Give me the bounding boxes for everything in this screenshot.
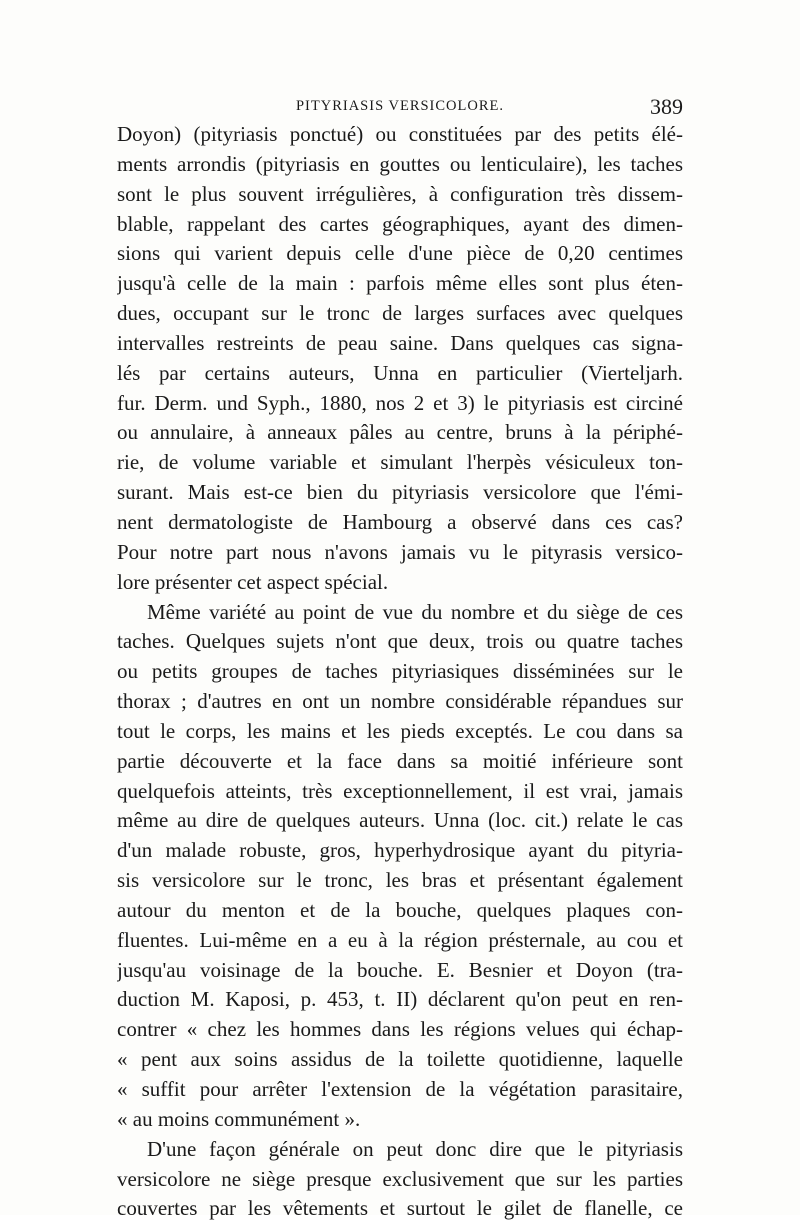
text-line: fluentes. Lui-même en a eu à la région présternale, au cou et	[117, 927, 683, 952]
text-line: duction M. Kaposi, p. 453, t. II) déclarent qu'on peut en ren-	[117, 987, 683, 1012]
text-line: quelquefois atteints, très exceptionnellement, il est vrai, jamais	[117, 778, 683, 803]
text-line: dues, occupant sur le tronc de larges surfaces avec quelques	[117, 301, 683, 326]
text-line: ments arrondis (pityriasis en gouttes ou lenticulaire), les taches	[117, 151, 683, 176]
page-number: 389	[650, 94, 683, 119]
text-line: sions qui varient depuis celle d'une pièce de 0,20 centimes	[117, 241, 683, 266]
text-line: rie, de volume variable et simulant l'herpès vésiculeux ton-	[117, 450, 683, 475]
text-line: fur. Derm. und Syph., 1880, nos 2 et 3) le pityriasis est circiné	[117, 390, 683, 415]
paragraph-end-line: lore présenter cet aspect spécial.	[117, 569, 389, 594]
running-title: PITYRIASIS VERSICOLORE.	[295, 98, 505, 114]
text-line: taches. Quelques sujets n'ont que deux, trois ou quatre taches	[117, 629, 683, 654]
body-text	[117, 120, 683, 1224]
paragraph-start-line: Même variété au point de vue du nombre et du siège de ces	[147, 599, 683, 624]
text-line: thorax ; d'autres en ont un nombre considérable répandues sur	[117, 689, 683, 714]
text-line: d'un malade robuste, gros, hyperhydrosique ayant du pityria-	[117, 838, 683, 863]
text-line: Doyon) (pityriasis ponctué) ou constituées par des petits élé-	[117, 122, 683, 146]
text-line: jusqu'au voisinage de la bouche. E. Besnier et Doyon (tra-	[117, 957, 683, 982]
text-line: « suffit pour arrêter l'extension de la végétation parasitaire,	[117, 1077, 683, 1101]
text-line: contrer « chez les hommes dans les régions velues qui échap-	[117, 1017, 683, 1042]
text-line: blable, rappelant des cartes géographiques, ayant des dimen-	[117, 211, 683, 236]
text-line: Pour notre part nous n'avons jamais vu le pityrasis versico-	[117, 539, 683, 564]
running-head	[117, 92, 683, 122]
text-line: lés par certains auteurs, Unna en particulier (Vierteljarh.	[117, 360, 683, 385]
text-line: surant. Mais est-ce bien du pityriasis versicolore que l'émi-	[117, 480, 683, 505]
paragraph-start-line: D'une façon générale on peut donc dire que le pityriasis	[147, 1136, 683, 1161]
text-line: sis versicolore sur le tronc, les bras et présentant également	[117, 868, 683, 893]
text-line: tout le corps, les mains et les pieds exceptés. Le cou dans sa	[117, 718, 683, 743]
paragraph-end-line: « au moins communément ».	[117, 1106, 361, 1131]
text-line: nent dermatologiste de Hambourg a observé dans ces cas?	[117, 509, 683, 534]
text-line: intervalles restreints de peau saine. Dans quelques cas signa-	[117, 330, 683, 355]
text-line: sont le plus souvent irrégulières, à configuration très dissem-	[117, 181, 683, 206]
text-line: jusqu'à celle de la main : parfois même elles sont plus éten-	[117, 271, 683, 296]
text-line: autour du menton et de la bouche, quelques plaques con-	[117, 897, 683, 922]
text-line: même au dire de quelques auteurs. Unna (loc. cit.) relate le cas	[117, 808, 683, 833]
text-line: partie découverte et la face dans sa moitié inférieure sont	[117, 748, 683, 773]
text-line: ou annulaire, à anneaux pâles au centre, bruns à la périphé-	[117, 420, 683, 445]
text-line: versicolore ne siège presque exclusivement que sur les parties	[117, 1166, 683, 1191]
text-line: couvertes par les vêtements et surtout le gilet de flanelle, ce	[117, 1196, 683, 1221]
text-line: « pent aux soins assidus de la toilette quotidienne, laquelle	[117, 1047, 683, 1072]
text-line: ou petits groupes de taches pityriasiques disséminées sur le	[117, 659, 683, 684]
